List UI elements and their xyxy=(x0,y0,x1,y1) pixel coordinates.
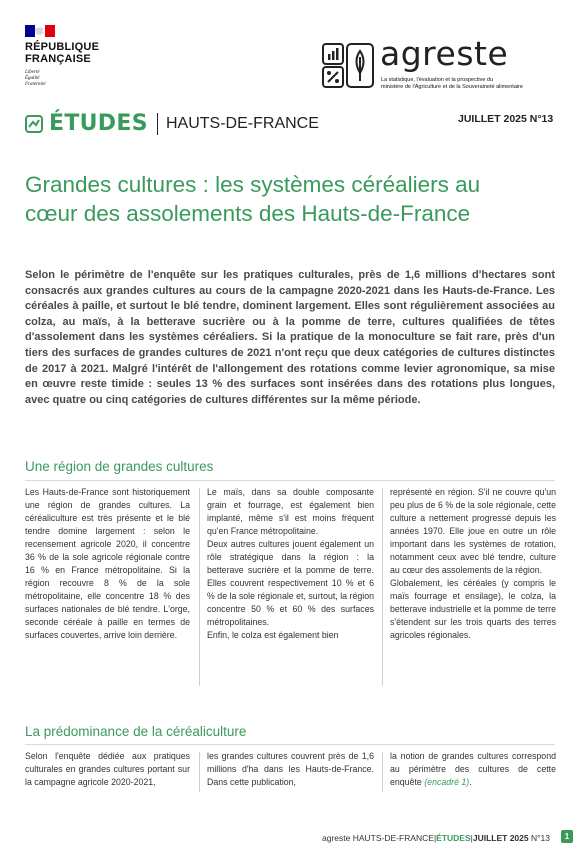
agreste-wordmark: agreste xyxy=(380,34,509,73)
section2-col3-body: la notion de grandes cultures correspond au périmètre des cultures de cette enquête xyxy=(390,751,556,787)
issue-date: JUILLET 2025 N°13 xyxy=(458,113,554,125)
motto-egalite: Égalité xyxy=(25,76,40,81)
republic-motto xyxy=(25,70,46,88)
title-line-2: cœur des assolements des Hauts-de-France xyxy=(25,201,471,226)
section1-col1-text: Les Hauts-de-France sont historiquement une région de grandes cultures. La céréaliculture est très présente et le blé tendre domine largement : selon le recensement agricole 2020, il concentre 36 % de la sole agricole régionale contre 16 % en France métropolitaine. Si la région recouvre 8 % de la sole métropolitaine, elle concentre 18 % des surfaces nationales de blé tendre. L'orge, seconde céréale à paille en termes de surfaces couvertes, arrive loin derrière. xyxy=(25,487,190,640)
chart-trend-icon xyxy=(25,115,43,133)
section2-col1-text: Selon l'enquête dédiée aux pratiques culturales en grandes cultures portant sur la campagne agricole 2020-2021, xyxy=(25,751,190,787)
republic-line-1: RÉPUBLIQUE xyxy=(25,41,100,53)
lead-paragraph: Selon le périmètre de l'enquête sur les pratiques culturales, près de 1,6 millions d'hectares sont consacrés aux grandes cultures au cours de la campagne 2020-2021 dans les Hauts-de-France. Les céréales à paille, et surtout le blé tendre, dominent largement. Elles sont régulièrement associées au colza, au maïs, à la betterave sucrière ou à la pomme de terre, cultures qualifiées de têtes d'assolement dans les systèmes céréaliers. Si la pratique de la monoculture se fait rare, près d'un tiers des surfaces de grandes cultures de 2021 n'ont reçu que deux catégories de cultures distinctes de 2017 à 2021. Malgré l'intérêt de l'allongement des rotations comme levier agronomique, sa mise en œuvre reste timide : seules 13 % des surfaces sont insérées dans des rotations plus longues, avec quatre ou cinq catégories de cultures différentes sur la même période. xyxy=(25,269,555,406)
section2-col3-end: . xyxy=(469,777,472,787)
agreste-tagline xyxy=(381,77,541,91)
section-rule-2 xyxy=(25,744,555,745)
republic-name xyxy=(25,41,99,65)
motto-fraternite: Fraternité xyxy=(25,82,46,87)
box-reference-link[interactable]: (encadré 1) xyxy=(424,777,470,787)
footer-brand: agreste xyxy=(321,833,351,843)
footer-issue-number: N°13 xyxy=(531,833,550,843)
header-divider xyxy=(157,113,158,135)
marianne-logo xyxy=(25,25,55,37)
region-label: HAUTS-DE-FRANCE xyxy=(166,115,319,132)
section2-column-2 xyxy=(207,750,374,789)
section2-column-1 xyxy=(25,750,190,789)
section1-col2-para3: Enfin, le colza est également bien xyxy=(207,630,339,640)
title-line-1: Grandes cultures : les systèmes céréaliers au xyxy=(25,172,481,197)
section2-col3-text xyxy=(390,750,556,789)
agreste-logo-icon xyxy=(322,43,374,89)
republic-line-2: FRANÇAISE xyxy=(25,53,91,65)
tagline-line-1: La statistique, l'évaluation et la prospective du xyxy=(381,77,494,83)
section1-col3-para1: représenté en région. S'il ne couvre qu'un peu plus de 6 % de la sole régionale, cette culture a nettement progressé depuis les années 1970. Elle joue en outre un rôle important dans les systèmes de rotation, notamment ceux avec blé tendre, culture au cœur des assolements de la région. xyxy=(390,487,556,575)
section1-col2-para2: Deux autres cultures jouent également un rôle stratégique dans la région : la betterave sucrière et la pomme de terre. Elles couvrent respectivement 10 % et 6 % de la sole régionale et, surtout, la région concentre 50 % et 60 % des surfaces métropolitaines. xyxy=(207,539,374,627)
column-divider xyxy=(199,752,200,792)
section1-column-2 xyxy=(207,486,374,642)
column-divider xyxy=(382,752,383,792)
tagline-line-2: ministère de l'Agriculture et de la Souveraineté alimentaire xyxy=(381,84,523,90)
section2-column-3 xyxy=(390,750,556,789)
motto-liberte: Liberté xyxy=(25,70,40,75)
footer-region: HAUTS-DE-FRANCE xyxy=(352,833,434,843)
page-footer: agreste HAUTS-DE-FRANCE|ÉTUDES|JUILLET 2025 N°13 xyxy=(321,833,550,843)
section-heading-2: La prédominance de la céréaliculture xyxy=(25,724,247,739)
section-heading-1: Une région de grandes cultures xyxy=(25,459,214,474)
section1-column-1 xyxy=(25,486,190,642)
column-divider xyxy=(199,488,200,686)
section1-col3-para2: Globalement, les céréales (y compris le maïs fourrage et ensilage), le colza, la betterave industrielle et la pomme de terre s'étendent sur les trois quarts des terres agricoles régionales. xyxy=(390,578,556,640)
footer-series: ÉTUDES xyxy=(436,833,471,843)
column-divider xyxy=(382,488,383,686)
section1-column-3 xyxy=(390,486,556,642)
footer-date: JUILLET 2025 xyxy=(472,833,529,843)
section1-col2-para1: Le maïs, dans sa double composante grain et fourrage, est également bien implanté, même s'il est moins fréquent qu'en France métropolitaine. xyxy=(207,487,374,536)
page-number: 1 xyxy=(561,830,573,843)
page-title xyxy=(25,170,555,228)
series-label: ÉTUDES xyxy=(49,111,148,136)
section-rule-1 xyxy=(25,480,555,481)
section2-col2-text: les grandes cultures couvrent près de 1,6 millions d'ha dans les Hauts-de-France. Dans cette publication, xyxy=(207,751,374,787)
